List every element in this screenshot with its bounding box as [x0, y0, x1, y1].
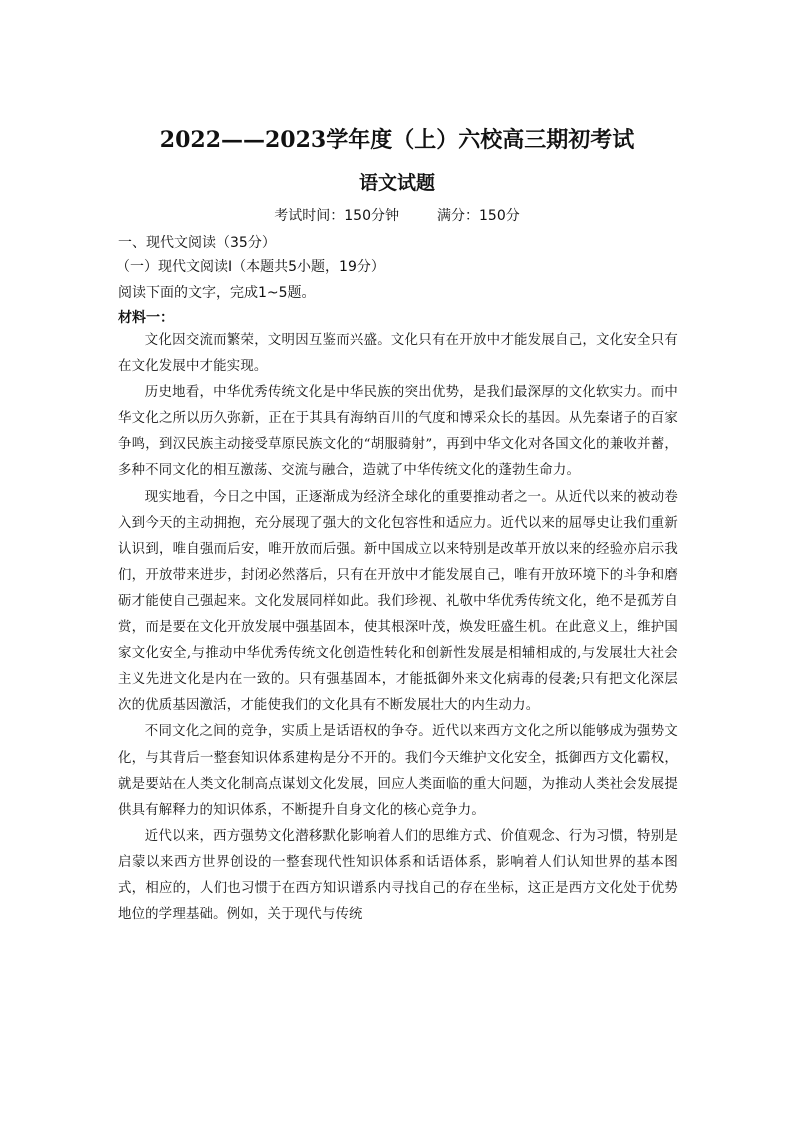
- passage-paragraph: 现实地看，今日之中国，正逐渐成为经济全球化的重要推动者之一。从近代以来的被动卷入到今天的主动拥抱，充分展现了强大的文化包容性和适应力。近代以来的屈辱史让我们重新认识到，唯自强而后安，唯开放而后强。新中国成立以来特别是改革开放以来的经验亦启示我们，开放带来进步，封闭必然落后，只有在开放中才能发展自己，唯有开放环境下的斗争和磨砺才能使自己强起来。文化发展同样如此。我们珍视、礼敬中华优秀传统文化，绝不是孤芳自赏，而是要在文化开放发展中强基固本，使其根深叶茂，焕发旺盛生机。在此意义上，维护国家文化安全,与推动中华优秀传统文化创造性转化和创新性发展是相辅相成的,与发展壮大社会主义先进文化是内在一致的。只有强基固本，才能抵御外来文化病毒的侵袭;只有把文化深层次的优质基因激活，才能使我们的文化具有不断发展壮大的内生动力。: [118, 489, 678, 714]
- exam-info: [0, 205, 794, 225]
- subject-title: 语文试题: [358, 172, 435, 194]
- material-label: 材料一：: [118, 310, 174, 326]
- passage-paragraph: 近代以来，西方强势文化潜移默化影响着人们的思维方式、价值观念、行为习惯，特别是启蒙以来西方世界创设的一整套现代性知识体系和话语体系，影响着人们认知世界的基本图式，相应的，人们也习惯于在西方知识谱系内寻找自己的存在坐标，这正是西方文化处于优势地位的学理基础。例如，关于现代与传统: [118, 828, 678, 923]
- passage-body: [118, 328, 678, 928]
- exam-time: 考试时间：150分钟: [274, 208, 399, 224]
- full-score: 满分：150分: [437, 208, 520, 224]
- part-heading: （一）现代文阅读Ⅰ（本题共5小题，19分）: [116, 259, 385, 275]
- reading-instruction: 阅读下面的文字，完成1~5题。: [118, 285, 316, 301]
- exam-title: 2022——2023学年度（上）六校高三期初考试: [159, 127, 635, 153]
- passage-paragraph: 文化因交流而繁荣，文明因互鉴而兴盛。文化只有在开放中才能发展自己，文化安全只有在文化发展中才能实现。: [118, 333, 678, 375]
- passage-paragraph: 历史地看，中华优秀传统文化是中华民族的突出优势，是我们最深厚的文化软实力。而中华文化之所以历久弥新，正在于其具有海纳百川的气度和博采众长的基因。从先秦诸子的百家争鸣，到汉民族主动接受草原民族文化的“胡服骑射”，再到中华文化对各国文化的兼收并蓄，多种不同文化的相互激荡、交流与融合，造就了中华传统文化的蓬勃生命力。: [118, 385, 678, 479]
- section-heading: 一、现代文阅读（35分）: [118, 235, 276, 251]
- passage-paragraph: 不同文化之间的竞争，实质上是话语权的争夺。近代以来西方文化之所以能够成为强势文化，与其背后一整套知识体系建构是分不开的。我们今天维护文化安全，抵御西方文化霸权，就是要站在人类文化制高点谋划文化发展，回应人类面临的重大问题，为推动人类社会发展提供具有解释力的知识体系，不断提升自身文化的核心竞争力。: [118, 724, 678, 818]
